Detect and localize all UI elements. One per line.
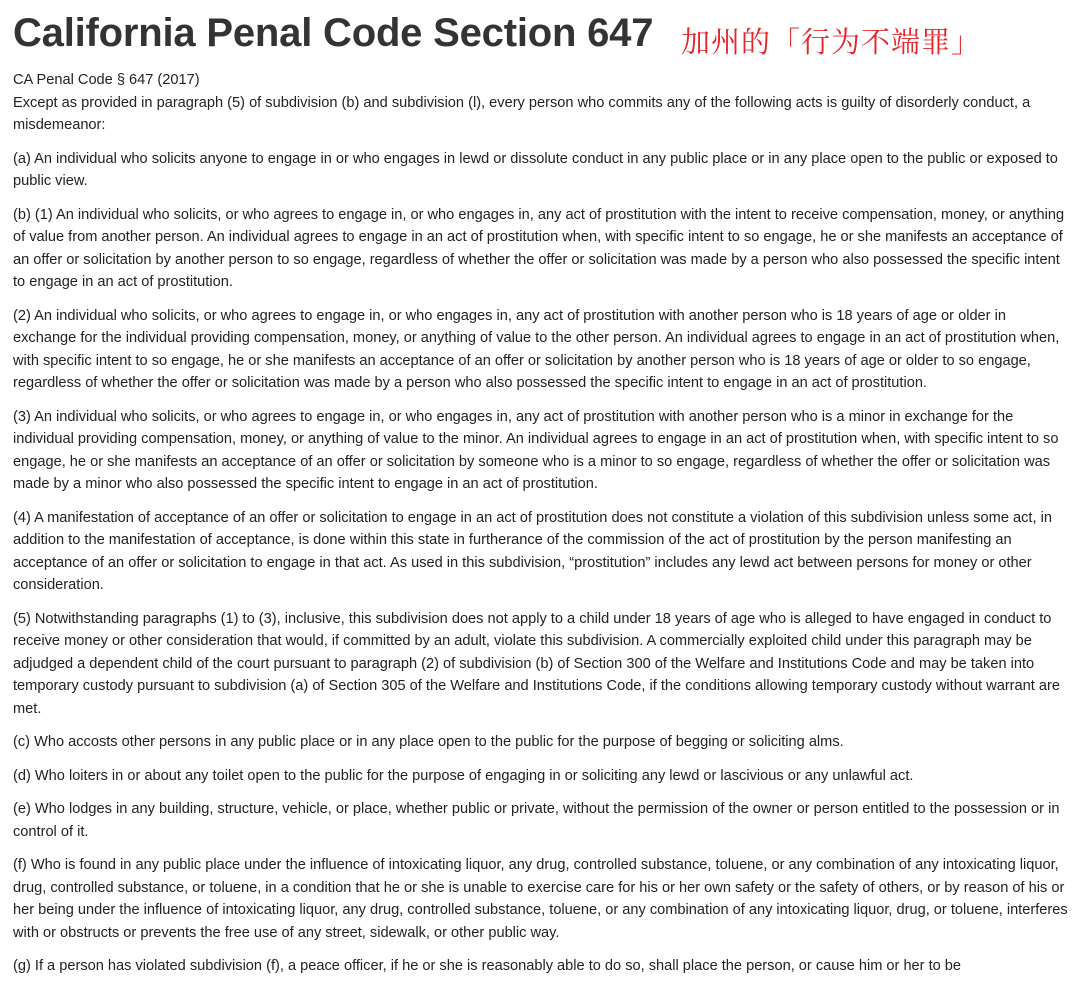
statute-paragraph-d: (d) Who loiters in or about any toilet open to the public for the purpose of engaging in or soliciting any lewd or lascivious or any unlawful act.: [13, 767, 914, 784]
statute-paragraph-b1: (b) (1) An individual who solicits, or who agrees to engage in, or who engages in, any act of prostitution with the intent to receive compensation, money, or anything of value from another person. An individual agrees to engage in an act of prostitution when, with specific intent to so engage, he or she manifests an acceptance of an offer or solicitation by another person to so engage, regardless of whether the offer or solicitation was made by a person who also possessed the specific intent to engage in an act of prostitution.: [13, 206, 1065, 290]
code-reference: CA Penal Code § 647 (2017): [13, 72, 200, 88]
statute-paragraph-b4: (4) A manifestation of acceptance of an offer or solicitation to engage in an act of prostitution does not constitute a violation of this subdivision unless some act, in addition to the manifestation of acceptance, is done within this state in furtherance of the commission of the act of prostitution by the person manifesting an acceptance of an offer or solicitation to engage in that act. As used in this subdivision, “prostitution” includes any lewd act between persons for money or other consideration.: [13, 509, 1052, 593]
statute-paragraph-a: (a) An individual who solicits anyone to engage in or who engages in lewd or dissolute conduct in any public place or in any place open to the public or exposed to public view.: [13, 150, 1058, 189]
statute-paragraph-intro: Except as provided in paragraph (5) of subdivision (b) and subdivision (l), every person who commits any of the following acts is guilty of disorderly conduct, a misdemeanor:: [13, 94, 1031, 133]
chinese-annotation: 加州的「行为不端罪」: [681, 25, 982, 59]
statute-paragraph-b2: (2) An individual who solicits, or who agrees to engage in, or who engages in, any act of prostitution with another person who is 18 years of age or older in exchange for the individual providing compensation, money, or anything of value to the other person. An individual agrees to engage in an act of prostitution when, with specific intent to so engage, he or she manifests an acceptance of an offer or solicitation by another person who is 18 years of age or older to so engage, regardless of whether the offer or solicitation was made by a person who also possessed the specific intent to engage in an act of prostitution.: [13, 307, 1060, 391]
statute-paragraph-c: (c) Who accosts other persons in any public place or in any place open to the public for the purpose of begging or soliciting alms.: [13, 734, 844, 750]
statute-paragraph-e: (e) Who lodges in any building, structure, vehicle, or place, whether public or private, without the permission of the owner or person entitled to the possession or in control of it.: [13, 801, 1060, 840]
statute-paragraph-f: (f) Who is found in any public place under the influence of intoxicating liquor, any drug, controlled substance, toluene, or any combination of any intoxicating liquor, drug, controlled substance, or toluene, in a condition that he or she is unable to exercise care for his or her own safety or the safety of others, or by reason of his or her being under the influence of intoxicating liquor, any drug, controlled substance, toluene, or any combination of any intoxicating liquor, drug, or toluene, interferes with or obstructs or prevents the free use of any street, sidewalk, or other public way.: [13, 857, 1068, 941]
statute-paragraph-b3: (3) An individual who solicits, or who agrees to engage in, or who engages in, any act of prostitution with another person who is a minor in exchange for the individual providing compensation, money, or anything of value to the minor. An individual agrees to engage in an act of prostitution when, with specific intent to so engage, he or she manifests an acceptance of an offer or solicitation by someone who is a minor to so engage, regardless of whether the offer or solicitation was made by a minor who also possessed the specific intent to engage in an act of prostitution.: [13, 408, 1059, 492]
statute-paragraph-g: (g) If a person has violated subdivision (f), a peace officer, if he or she is reasonably able to do so, shall place the person, or cause him or her to be: [13, 958, 962, 974]
document-header: [13, 6, 1073, 66]
statute-body: [13, 69, 1071, 989]
page-title: California Penal Code Section 647: [13, 11, 654, 55]
statute-paragraph-b5: (5) Notwithstanding paragraphs (1) to (3), inclusive, this subdivision does not apply to a child under 18 years of age who is alleged to have engaged in conduct to receive money or other consideration that would, if committed by an adult, violate this subdivision. A commercially exploited child under this paragraph may be adjudged a dependent child of the court pursuant to paragraph (2) of subdivision (b) of Section 300 of the Welfare and Institutions Code and may be taken into temporary custody pursuant to subdivision (a) of Section 305 of the Welfare and Institutions Code, if the conditions allowing temporary custody without warrant are met.: [13, 610, 1060, 717]
